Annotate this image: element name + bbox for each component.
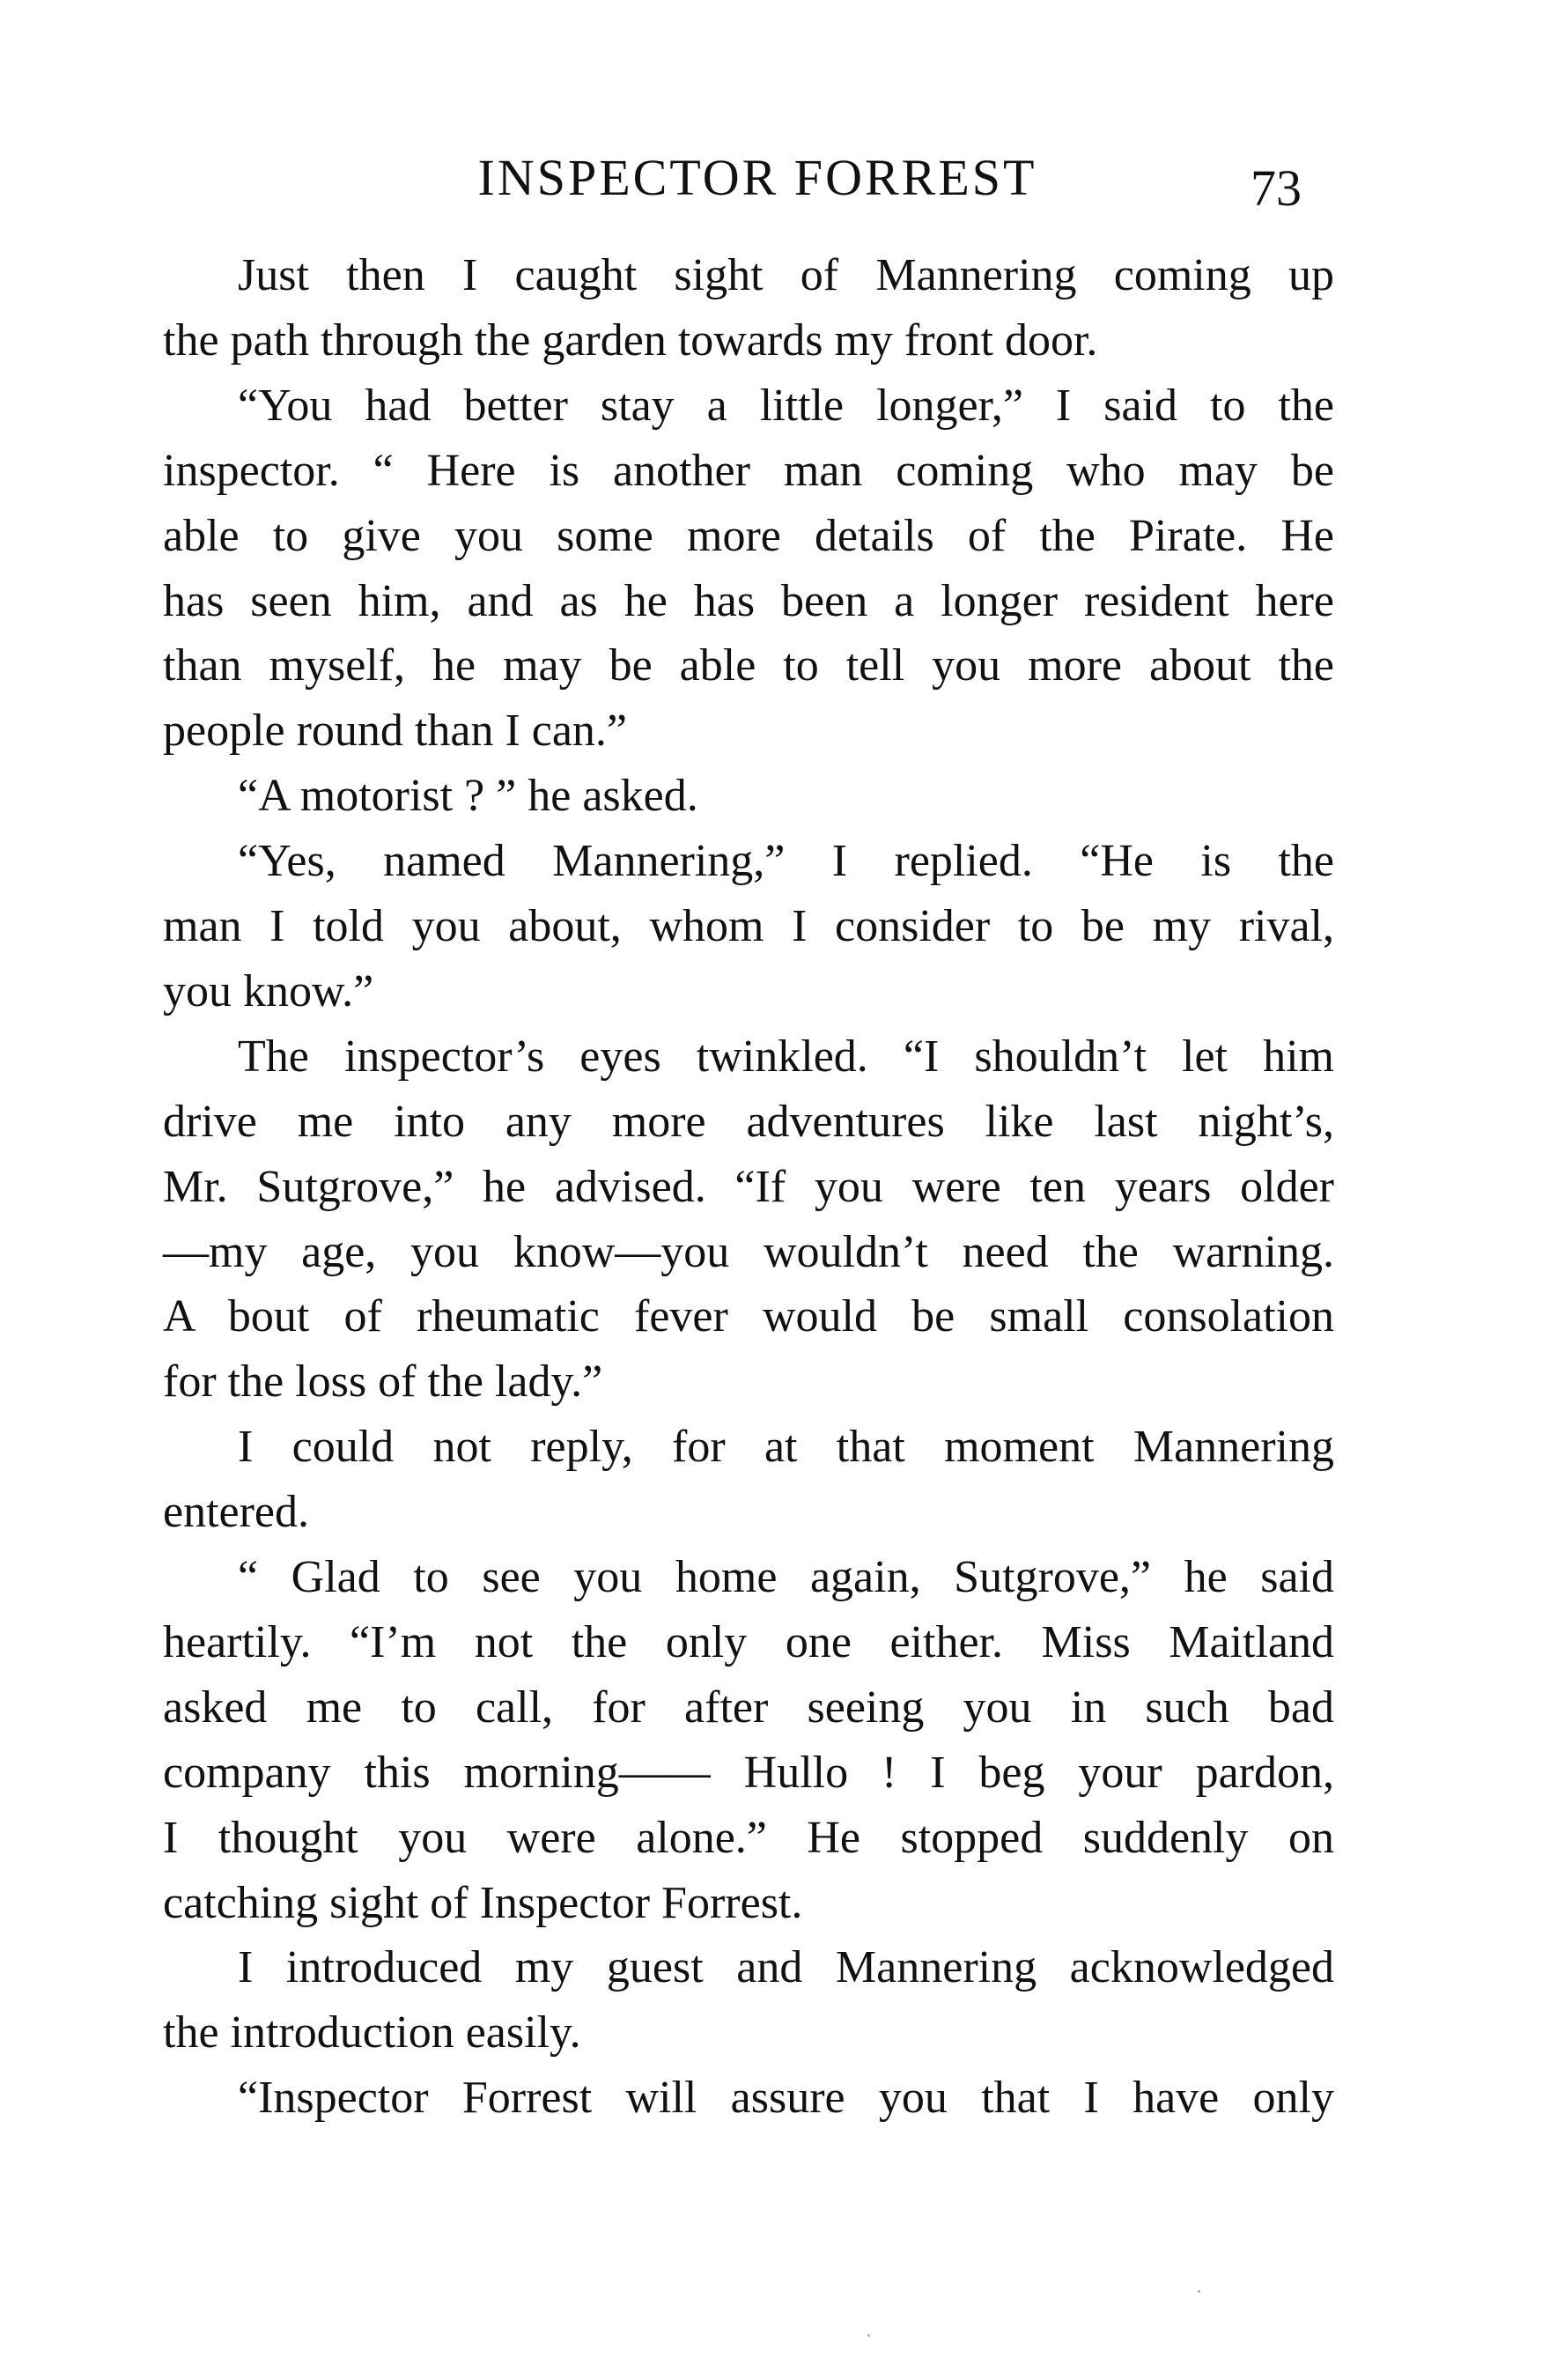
text-line: “Yes, named Mannering,” I replied. “He is the xyxy=(238,836,1334,887)
text-line: I could not reply, for at that moment Mannering xyxy=(238,1422,1334,1473)
text-line: inspector. “ Here is another man coming who may be xyxy=(163,445,1334,496)
text-line: able to give you some more details of the Pirate. He xyxy=(163,510,1334,561)
text-line: has seen him, and as he has been a longer resident here xyxy=(163,575,1334,626)
text-line: —my age, you know—you wouldn’t need the warning. xyxy=(163,1226,1334,1277)
text-line: “You had better stay a little longer,” I said to the xyxy=(238,380,1334,431)
text-line: people round than I can.” xyxy=(163,706,628,757)
text-line: heartily. “I’m not the only one either. Miss Maitland xyxy=(163,1616,1334,1667)
text-line: company this morning—— Hullo ! I beg your pardon, xyxy=(163,1747,1334,1798)
text-line: drive me into any more adventures like last night’s, xyxy=(163,1096,1334,1147)
scan-speck xyxy=(1198,2290,1200,2293)
text-line: entered. xyxy=(163,1487,310,1538)
text-line: asked me to call, for after seeing you in such bad xyxy=(163,1682,1334,1733)
text-line: “ Glad to see you home again, Sutgrove,” he said xyxy=(238,1552,1334,1602)
text-line: I thought you were alone.” He stopped suddenly on xyxy=(163,1812,1334,1863)
text-line: Mr. Sutgrove,” he advised. “If you were ten years older xyxy=(163,1161,1334,1212)
text-line: catching sight of Inspector Forrest. xyxy=(163,1877,803,1928)
text-line: for the loss of the lady.” xyxy=(163,1356,603,1408)
running-head xyxy=(0,148,1542,217)
text-line: The inspector’s eyes twinkled. “I shouldn’t let him xyxy=(238,1031,1334,1082)
text-line: A bout of rheumatic fever would be small consolation xyxy=(163,1291,1334,1342)
text-line: “A motorist ? ” he asked. xyxy=(238,771,698,822)
text-line: the introduction easily. xyxy=(163,2007,581,2058)
running-head-title: INSPECTOR FORREST xyxy=(477,149,1037,206)
scan-speck xyxy=(867,2334,870,2337)
text-line: Just then I caught sight of Mannering coming up xyxy=(238,250,1334,300)
text-line: I introduced my guest and Mannering acknowledged xyxy=(238,1942,1334,1993)
text-line: the path through the garden towards my front door. xyxy=(163,314,1098,366)
page-number: 73 xyxy=(1251,159,1302,217)
text-line: than myself, he may be able to tell you more about the xyxy=(163,640,1334,691)
text-line: “Inspector Forrest will assure you that I have only xyxy=(238,2073,1334,2124)
text-line: man I told you about, whom I consider to be my rival, xyxy=(163,901,1334,951)
text-line: you know.” xyxy=(163,965,374,1016)
